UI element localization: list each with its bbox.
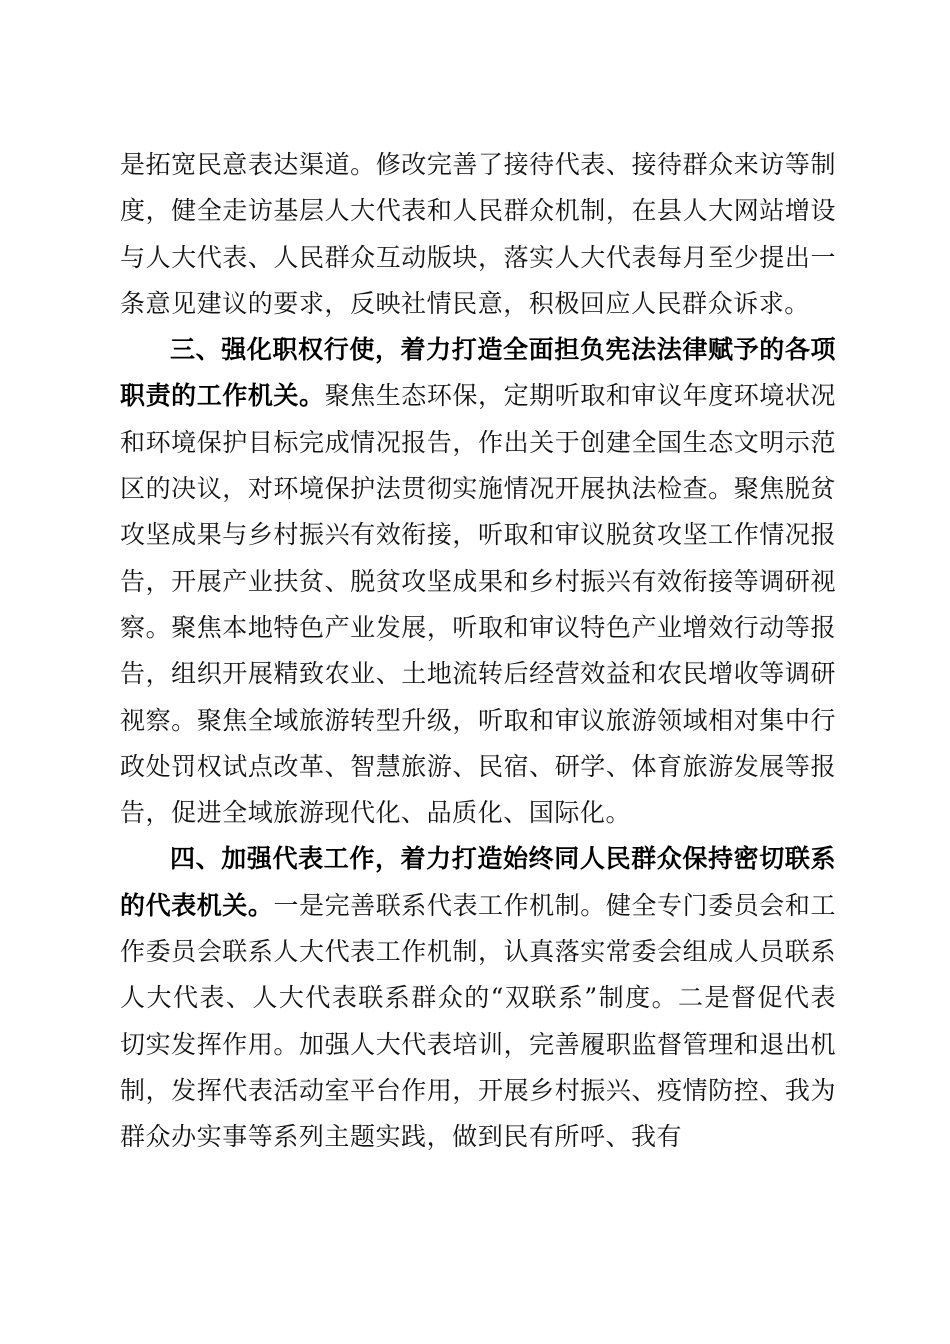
section-three-body: 聚焦生态环保，定期听取和审议年度环境状况和环境保护目标完成情况报告，作出关于创建全国生态文明示范区的决议，对环境保护法贯彻实施情况开展执法检查。聚焦脱贫攻坚成果与乡村振兴有效衔接，听取和审议脱贫攻坚工作情况报告，开展产业扶贫、脱贫攻坚成果和乡村振兴有效衔接等调研视察。聚焦本地特色产业发展，听取和审议特色产业增效行动等报告，组织开展精致农业、土地流转后经营效益和农民增收等调研视察。聚焦全域旅游转型升级，听取和审议旅游领域相对集中行政处罚权试点改革、智慧旅游、民宿、研学、体育旅游发展等报告，促进全域旅游现代化、品质化、国际化。	[120, 381, 836, 828]
document-body	[120, 142, 836, 1161]
paragraph-1-body: 是拓宽民意表达渠道。修改完善了接待代表、接待群众来访等制度，健全走访基层人大代表和人民群众机制，在县人大网站增设与人大代表、人民群众互动版块，落实人大代表每月至少提出一条意见建议的要求，反映社情民意，积极回应人民群众诉求。	[120, 150, 836, 318]
paragraph-section-three	[120, 327, 836, 836]
paragraph-continuation	[120, 142, 836, 327]
section-four-body: 一是完善联系代表工作机制。健全专门委员会和工作委员会联系人大代表工作机制，认真落实常委会组成人员联系人大代表、人大代表联系群众的“双联系”制度。二是督促代表切实发挥作用。加强人大代表培训，完善履职监督管理和退出机制，发挥代表活动室平台作用，开展乡村振兴、疫情防控、我为群众办实事等系列主题实践，做到民有所呼、我有	[120, 890, 836, 1152]
section-three-heading: 三、强化职权行使，着力打造全面担负宪法法律赋予的各项职责的工作机关。	[120, 335, 836, 411]
paragraph-section-four	[120, 836, 836, 1160]
section-four-heading: 四、加强代表工作，着力打造始终同人民群众保持密切联系的代表机关。	[120, 844, 836, 920]
